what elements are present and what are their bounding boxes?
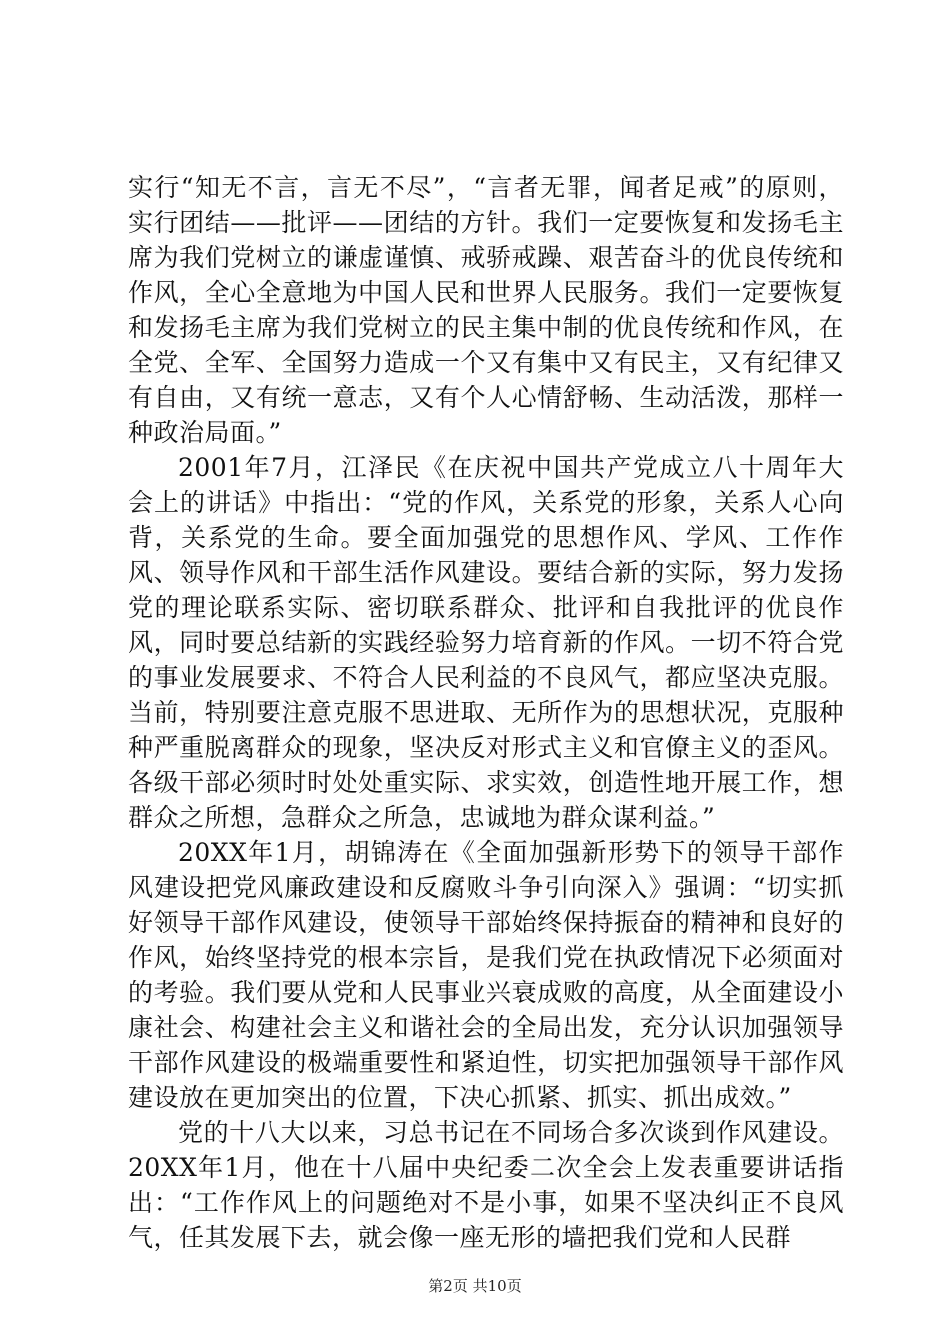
document-body (128, 170, 844, 1255)
paragraph-3: 20XX年1月，胡锦涛在《全面加强新形势下的领导干部作风建设把党风廉政建设和反腐败斗争引向深入》强调：“切实抓好领导干部作风建设，使领导干部始终保持振奋的精神和良好的作风，始终坚持党的根本宗旨，是我们党在执政情况下必须面对的考验。我们要从党和人民事业兴衰成败的高度，从全面建设小康社会、构建社会主义和谐社会的全局出发，充分认识加强领导干部作风建设的极端重要性和紧迫性，切实把加强领导干部作风建设放在更加突出的位置，下决心抓紧、抓实、抓出成效。” (128, 838, 844, 1112)
paragraph-4: 党的十八大以来，习总书记在不同场合多次谈到作风建设。20XX年1月，他在十八届中央纪委二次全会上发表重要讲话指出：“工作作风上的问题绝对不是小事，如果不坚决纠正不良风气，任其发展下去，就会像一座无形的墙把我们党和人民群 (128, 1118, 844, 1252)
page-number-footer: 第2页 共10页 (428, 1277, 522, 1295)
paragraph-1: 实行“知无不言，言无不尽”，“言者无罪，闻者足戒”的原则，实行团结——批评——团结的方针。我们一定要恢复和发扬毛主席为我们党树立的谦虚谨慎、戒骄戒躁、艰苦奋斗的优良传统和作风，全心全意地为中国人民和世界人民服务。我们一定要恢复和发扬毛主席为我们党树立的民主集中制的优良传统和作风，在全党、全军、全国努力造成一个又有集中又有民主，又有纪律又有自由，又有统一意志，又有个人心情舒畅、生动活泼，那样一种政治局面。” (128, 173, 844, 447)
paragraph-2: 2001年7月，江泽民《在庆祝中国共产党成立八十周年大会上的讲话》中指出：“党的作风，关系党的形象，关系人心向背，关系党的生命。要全面加强党的思想作风、学风、工作作风、领导作风和干部生活作风建设。要结合新的实际，努力发扬党的理论联系实际、密切联系群众、批评和自我批评的优良作风，同时要总结新的实践经验努力培育新的作风。一切不符合党的事业发展要求、不符合人民利益的不良风气，都应坚决克服。当前，特别要注意克服不思进取、无所作为的思想状况，克服种种严重脱离群众的现象，坚决反对形式主义和官僚主义的歪风。各级干部必须时时处处重实际、求实效，创造性地开展工作，想群众之所想，急群众之所急，忠诚地为群众谋利益。” (128, 453, 844, 832)
